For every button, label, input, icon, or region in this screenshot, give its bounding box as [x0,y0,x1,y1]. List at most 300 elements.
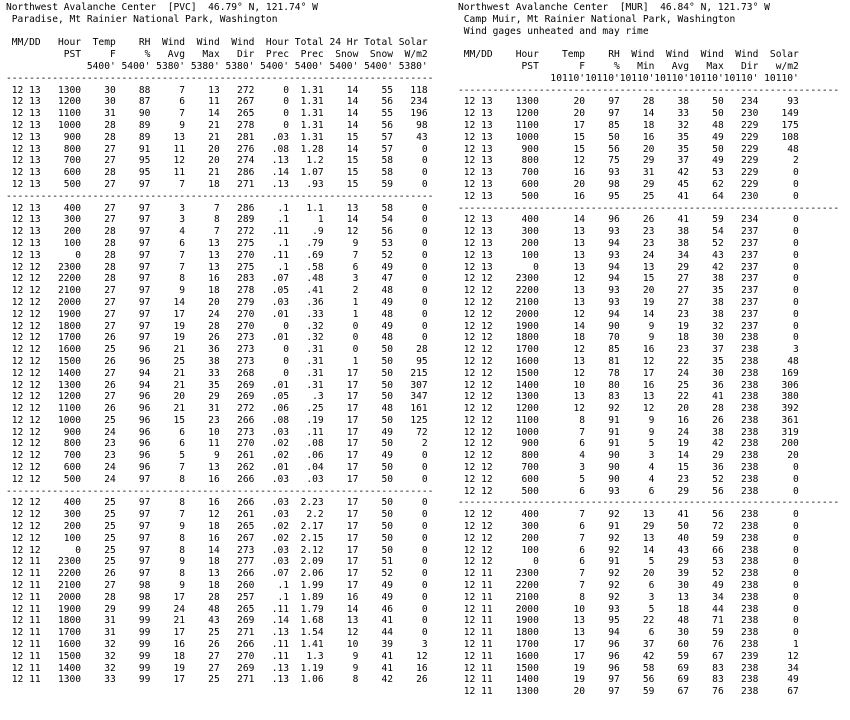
table-cell: 1 [323,308,359,320]
table-cell: .01 [254,308,290,320]
table-cell: 1.68 [289,615,324,627]
table-cell: 50 [689,108,724,120]
table-cell: 97 [585,674,620,686]
table-cell: 97 [115,249,151,261]
table-row [458,509,799,520]
table-cell: 1600 [492,355,539,367]
table-cell: 32 [81,639,116,651]
table-cell: 12 13 [458,237,493,249]
table-row [458,179,799,190]
table-row [6,297,428,308]
table-cell: 230 [723,108,759,120]
table-cell: 265 [219,108,255,120]
column-elevation [493,73,539,84]
table-cell: .31 [289,379,324,391]
table-row [6,674,428,685]
table-cell: 1400 [40,367,82,379]
table-cell: 238 [723,367,759,379]
table-cell: 30 [689,367,724,379]
table-cell: 275 [219,237,255,249]
table-cell: 16 [619,131,655,143]
table-cell: 0 [758,285,799,297]
table-cell: 1200 [492,403,539,415]
table-cell: 24 [654,367,690,379]
table-cell: 53 [689,556,724,568]
table-cell: 0 [393,249,428,261]
column-elevation: 5380' [219,60,255,72]
table-cell: 49 [358,296,393,308]
table-cell: 50 [358,521,393,533]
table-cell: 0 [393,568,428,580]
table-cell: 5 [619,603,655,615]
table-cell: .13 [254,674,290,686]
table-cell: 50 [358,462,393,474]
table-cell: 25 [81,544,116,556]
table-cell: 59 [654,650,690,662]
table-cell: 1500 [492,367,539,379]
table-cell: 47 [358,273,393,285]
table-cell: 59 [619,686,655,698]
table-cell: 269 [219,662,255,674]
table-cell: 11 [185,438,220,450]
table-cell: 41 [654,214,690,226]
table-cell: 266 [219,568,255,580]
table-cell: 94 [585,273,620,285]
table-cell: 41 [358,615,393,627]
table-cell: 15 [323,131,359,143]
table-cell: 265 [219,521,255,533]
table-cell: 13 [538,261,586,273]
table-cell: 92 [585,532,620,544]
column-unit [6,49,41,60]
table-cell: 1.31 [289,119,324,131]
table-cell: 50 [358,438,393,450]
table-cell: 26 [81,332,116,344]
table-cell: 83 [689,674,724,686]
table-cell: 99 [115,627,151,639]
table-cell: 28 [81,237,116,249]
table-cell: 266 [219,414,255,426]
table-cell: 36 [185,344,220,356]
table-row [458,380,799,391]
table-cell: .02 [254,438,290,450]
table-cell: 28 [185,591,220,603]
table-cell: 92 [585,544,620,556]
column-unit: F [538,60,586,72]
table-cell: 12 12 [458,379,493,391]
table-cell: 0 [758,320,799,332]
table-cell: 8 [150,532,186,544]
table-cell: .01 [254,379,290,391]
table-cell: 7 [185,226,220,238]
table-cell: 215 [393,367,428,379]
table-cell: .06 [254,403,290,415]
table-cell: 27 [81,214,116,226]
table-cell: 12 11 [6,639,41,651]
table-cell: 42 [619,650,655,662]
table-cell: 22 [654,355,690,367]
table-row [458,615,799,626]
table-cell: 266 [219,639,255,651]
table-cell: 229 [723,155,759,167]
table-cell: 12 13 [6,226,41,238]
table-cell: 239 [723,650,759,662]
table-cell: 1400 [492,674,539,686]
table-cell: 0 [492,261,539,273]
station-location: Camp Muir, Mt Rainier National Park, Washington [458,13,736,25]
table-cell: 7 [150,249,186,261]
table-cell: 12 13 [458,249,493,261]
table-cell: 1.28 [289,143,324,155]
table-cell: 1300 [40,84,82,96]
table-cell: 300 [492,226,539,238]
table-cell: 17 [619,367,655,379]
table-cell: 2200 [40,273,82,285]
table-cell: 12 12 [6,344,41,356]
column-elevation: 10110' [723,72,759,84]
table-cell: 275 [219,261,255,273]
camp-muir-station-panel [458,2,844,698]
table-cell: 319 [758,426,799,438]
table-row [6,604,428,615]
table-cell: .13 [254,178,290,190]
table-cell: 100 [40,237,82,249]
table-cell: 80 [585,379,620,391]
column-unit: PST [40,49,82,61]
table-cell: 17 [323,462,359,474]
table-cell: .11 [254,639,290,651]
table-cell: 0 [393,580,428,592]
table-cell: 31 [185,403,220,415]
table-cell: 238 [723,662,759,674]
table-cell: 238 [723,568,759,580]
table-cell: 27 [185,650,220,662]
table-row [458,403,799,414]
table-cell: 17 [323,367,359,379]
table-cell: 25 [654,379,690,391]
table-cell: 12 12 [6,285,41,297]
table-cell: 23 [619,237,655,249]
table-cell: 8 [150,273,186,285]
table-cell: 20 [538,686,586,698]
table-row [6,344,428,355]
table-cell: 12 12 [458,521,493,533]
table-cell: .03 [254,473,290,485]
table-cell: 0 [492,556,539,568]
table-cell: 17 [150,591,186,603]
table-cell: 2.23 [289,497,324,509]
table-row [458,427,799,438]
table-cell: .79 [289,237,324,249]
table-cell: 97 [115,178,151,190]
table-cell: 238 [723,627,759,639]
table-cell: 12 13 [6,119,41,131]
table-cell: 6 [150,237,186,249]
table-cell: 16 [538,167,586,179]
table-cell: 12 13 [6,155,41,167]
table-cell: 49 [689,131,724,143]
table-cell: 52 [689,237,724,249]
table-cell: 95 [115,155,151,167]
table-row [6,438,428,449]
table-cell: 29 [654,485,690,497]
table-cell: 38 [654,96,690,108]
table-cell: 23 [654,473,690,485]
table-cell: 0 [758,615,799,627]
table-cell: 1.06 [289,674,324,686]
table-cell: 6 [619,627,655,639]
table-row [6,592,428,603]
table-cell: 14 [323,84,359,96]
table-cell: 81 [585,355,620,367]
table-cell: 97 [115,568,151,580]
table-cell: 13 [538,615,586,627]
table-row [458,415,799,426]
table-cell: 9 [323,662,359,674]
table-cell: 0 [758,308,799,320]
table-cell: 34 [758,662,799,674]
table-row [458,368,799,379]
table-row [6,533,428,544]
table-cell: 14 [323,214,359,226]
table-cell: 238 [723,450,759,462]
table-cell: 12 12 [6,509,41,521]
table-cell: 0 [758,603,799,615]
table-cell: 71 [689,615,724,627]
table-cell: 380 [758,391,799,403]
table-cell: .02 [254,450,290,462]
table-row [6,285,428,296]
table-row [458,651,799,662]
column-unit: Prec [254,49,290,61]
table-cell: 700 [492,462,539,474]
table-cell: 93 [585,167,620,179]
table-cell: .1 [254,202,290,214]
table-cell: 169 [758,367,799,379]
table-row [6,497,428,508]
table-cell: 78 [585,367,620,379]
table-cell: 32 [81,662,116,674]
table-cell: 0 [758,591,799,603]
table-cell: 27 [81,178,116,190]
table-cell: 8 [323,674,359,686]
table-cell: 2100 [40,580,82,592]
table-cell: 7 [150,108,186,120]
table-cell: 46 [358,603,393,615]
table-cell: 300 [40,509,82,521]
column-elevation: 5400' [289,60,324,72]
table-cell: 276 [219,143,255,155]
table-cell: 9 [619,332,655,344]
table-cell: 27 [654,296,690,308]
table-cell: 48 [758,355,799,367]
table-cell: .1 [254,214,290,226]
table-cell: 97 [115,497,151,509]
table-cell: 62 [689,178,724,190]
table-cell: 90 [585,473,620,485]
column-header: Total [289,37,324,49]
table-cell: 12 13 [458,131,493,143]
table-cell: 12 12 [458,450,493,462]
table-cell: 1900 [492,615,539,627]
table-cell: 229 [723,131,759,143]
table-cell: 36 [689,379,724,391]
table-cell: 0 [393,155,428,167]
table-cell: 28 [393,344,428,356]
table-cell: 238 [723,532,759,544]
table-cell: 1.31 [289,96,324,108]
table-cell: 100 [492,544,539,556]
table-cell: 118 [393,84,428,96]
table-cell: 28 [81,167,116,179]
table-cell: 48 [689,119,724,131]
table-cell: 1.31 [289,84,324,96]
table-cell: 0 [393,615,428,627]
table-row [6,651,428,662]
table-cell: 12 [538,403,586,415]
table-cell: 2000 [40,296,82,308]
table-cell: 49 [358,591,393,603]
table-cell: 24 [654,426,690,438]
column-unit: Dir [723,60,759,72]
table-cell: 89 [115,131,151,143]
table-cell: 99 [115,603,151,615]
table-cell: 12 12 [458,544,493,556]
table-cell: 12 11 [458,650,493,662]
table-cell: 97 [115,237,151,249]
table-cell: 17 [538,650,586,662]
table-cell: 92 [585,580,620,592]
table-cell: 400 [492,214,539,226]
table-cell: 1300 [40,674,82,686]
table-cell: 50 [358,379,393,391]
table-row [6,509,428,520]
table-cell: 36 [689,462,724,474]
column-elevation: 10110' [585,72,620,84]
table-cell: 13 [538,249,586,261]
table-row [458,462,799,473]
table-cell: 83 [689,662,724,674]
table-cell: 12 11 [458,615,493,627]
table-cell: 96 [115,414,151,426]
table-cell: .04 [289,462,324,474]
table-cell: 13 [150,131,186,143]
table-cell: 237 [723,273,759,285]
table-cell: 1700 [40,627,82,639]
table-cell: 26 [393,674,428,686]
table-cell: 12 11 [458,686,493,698]
table-cell: .11 [254,226,290,238]
table-cell: 400 [492,509,539,521]
table-cell: 12 11 [6,627,41,639]
table-cell: 1100 [40,403,82,415]
table-row [458,391,799,402]
table-cell: 12 12 [458,391,493,403]
table-cell: 17 [150,627,186,639]
table-cell: 12 12 [6,462,41,474]
table-cell: 17 [150,308,186,320]
table-cell: 44 [689,603,724,615]
table-cell: 41 [654,190,690,202]
table-cell: 2200 [492,285,539,297]
table-cell: 12 [619,355,655,367]
table-cell: 9 [619,320,655,332]
table-cell: 10 [538,379,586,391]
table-cell: 13 [619,261,655,273]
table-cell: 0 [393,603,428,615]
column-unit: Max [689,60,724,72]
table-cell: 12 11 [458,662,493,674]
table-cell: 12 [538,367,586,379]
table-cell: 9 [323,650,359,662]
table-cell: 9 [150,580,186,592]
table-cell: 96 [115,391,151,403]
station-note: Wind gages unheated and may rime [458,25,649,37]
table-cell: 237 [723,285,759,297]
table-cell: 271 [219,674,255,686]
table-cell: 12 12 [6,403,41,415]
table-cell: 37 [654,155,690,167]
table-cell: 1.2 [289,155,324,167]
table-cell: 21 [185,131,220,143]
table-cell: .36 [289,296,324,308]
table-cell: 262 [219,462,255,474]
table-row [458,167,799,178]
table-cell: 900 [492,438,539,450]
table-cell: 238 [723,615,759,627]
table-cell: 15 [654,462,690,474]
table-cell: 0 [758,273,799,285]
table-cell: 31 [81,108,116,120]
table-cell: 12 13 [458,96,493,108]
table-cell: 800 [492,155,539,167]
table-cell: 50 [585,131,620,143]
table-cell: 98 [115,580,151,592]
table-row [6,132,428,143]
column-unit: % [115,49,151,61]
table-cell: 237 [723,320,759,332]
table-cell: 149 [758,108,799,120]
table-row [458,120,799,131]
table-cell: 12 13 [6,131,41,143]
table-cell: 3 [758,344,799,356]
table-cell: 0 [254,108,290,120]
table-cell: 20 [185,296,220,308]
table-cell: 20 [538,96,586,108]
table-cell: .07 [254,273,290,285]
table-cell: 3 [538,462,586,474]
table-cell: 12 13 [458,119,493,131]
table-cell: 12 13 [458,178,493,190]
table-cell: 12 12 [6,426,41,438]
table-row [458,639,799,650]
table-cell: 43 [185,615,220,627]
table-cell: 12 11 [6,568,41,580]
table-cell: 15 [538,143,586,155]
table-cell: 12 11 [6,662,41,674]
table-cell: 12 12 [458,296,493,308]
table-cell: 11 [150,143,186,155]
table-cell: 12 11 [6,615,41,627]
table-cell: 200 [40,521,82,533]
table-cell: 12 12 [6,379,41,391]
table-cell: 50 [358,509,393,521]
table-cell: 56 [585,143,620,155]
table-cell: 16 [538,190,586,202]
table-cell: 12 12 [6,414,41,426]
table-cell: 1.31 [289,108,324,120]
column-unit: Prec [289,49,324,61]
